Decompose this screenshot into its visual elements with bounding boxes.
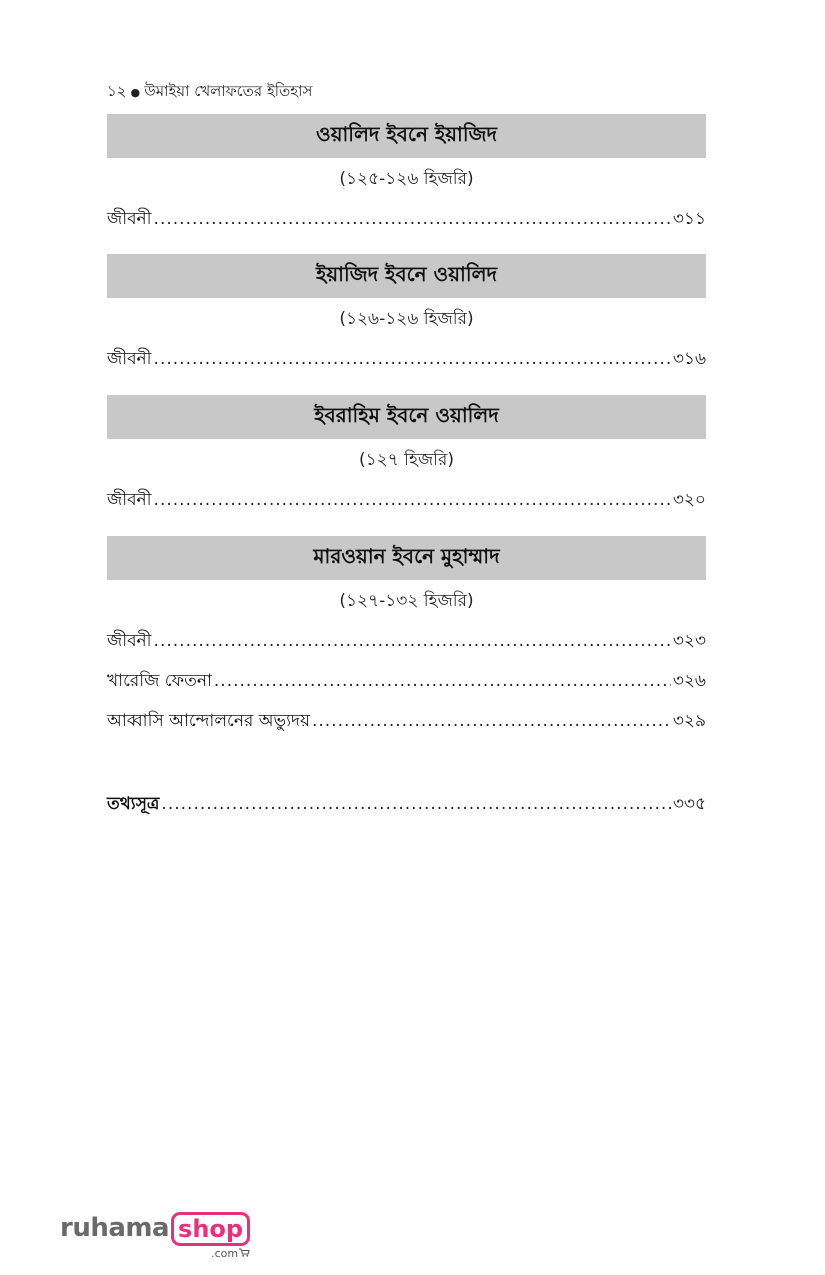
section-years: (১২৫-১২৬ হিজরি) — [339, 169, 474, 189]
toc-entries — [107, 341, 706, 381]
sources-label: তথ্যসূত্র — [107, 794, 160, 814]
watermark-shop-group — [171, 1212, 250, 1260]
dot-leader — [214, 669, 671, 693]
section-marwan-ibn-muhammad — [107, 536, 706, 743]
section-yazid-ibn-walid — [107, 254, 706, 381]
toc-entry-page: ৩২০ — [672, 490, 706, 510]
toc-entries — [107, 201, 706, 241]
toc-entry-label: জীবনী — [107, 209, 152, 229]
section-title: মারওয়ান ইবনে মুহাম্মাদ — [107, 536, 706, 580]
toc-row[interactable] — [107, 341, 706, 381]
bullet-separator: ● — [130, 86, 141, 99]
section-years: (১২৭ হিজরি) — [358, 450, 455, 470]
toc-row[interactable] — [107, 482, 706, 522]
section-years: (১২৭-১৩২ হিজরি) — [339, 591, 474, 611]
toc-entry-page: ৩২৩ — [672, 631, 706, 651]
section-ibrahim-ibn-walid — [107, 395, 706, 522]
toc-entry-page: ৩২৬ — [672, 671, 706, 691]
dot-leader — [312, 709, 671, 733]
section-years: (১২৬-১২৬ হিজরি) — [339, 309, 474, 329]
book-title: উমাইয়া খেলাফতের ইতিহাস — [144, 82, 313, 100]
toc-row-sources[interactable] — [107, 786, 706, 826]
toc-row[interactable] — [107, 623, 706, 663]
toc-row[interactable] — [107, 201, 706, 241]
section-title: ইয়াজিদ ইবনে ওয়ালিদ — [107, 254, 706, 298]
toc-entry-label: জীবনী — [107, 490, 152, 510]
toc-entry-page: ৩১১ — [672, 209, 706, 229]
dot-leader — [154, 488, 671, 512]
cart-icon — [239, 1248, 250, 1260]
watermark-domain-group — [211, 1247, 250, 1260]
dot-leader — [161, 792, 670, 816]
section-walid-ibn-yazid — [107, 114, 706, 241]
section-title: ইবরাহিম ইবনে ওয়ালিদ — [107, 395, 706, 439]
page-number: ১২ — [107, 82, 127, 100]
toc-entries — [107, 482, 706, 522]
watermark-brand-right: shop — [171, 1212, 250, 1246]
toc-entry-label: জীবনী — [107, 631, 152, 651]
toc-entry-label: আব্বাসি আন্দোলনের অভ্যুদয় — [107, 711, 310, 731]
toc-entry-page: ৩১৬ — [672, 349, 706, 369]
cart-icon-svg — [239, 1248, 250, 1257]
page-header — [107, 80, 312, 105]
toc-row[interactable] — [107, 703, 706, 743]
ruhamashop-watermark-logo — [60, 1212, 250, 1260]
toc-entries — [107, 623, 706, 743]
sources-page: ৩৩৫ — [672, 794, 706, 814]
dot-leader — [154, 207, 671, 231]
toc-entry-label: জীবনী — [107, 349, 152, 369]
sources-section — [107, 786, 706, 826]
watermark-domain: .com — [211, 1247, 239, 1260]
toc-entry-label: খারেজি ফেতনা — [107, 671, 212, 691]
watermark-brand-left: ruhama — [60, 1213, 170, 1243]
section-title: ওয়ালিদ ইবনে ইয়াজিদ — [107, 114, 706, 158]
toc-entry-page: ৩২৯ — [672, 711, 706, 731]
dot-leader — [154, 629, 671, 653]
dot-leader — [154, 347, 671, 371]
toc-row[interactable] — [107, 663, 706, 703]
